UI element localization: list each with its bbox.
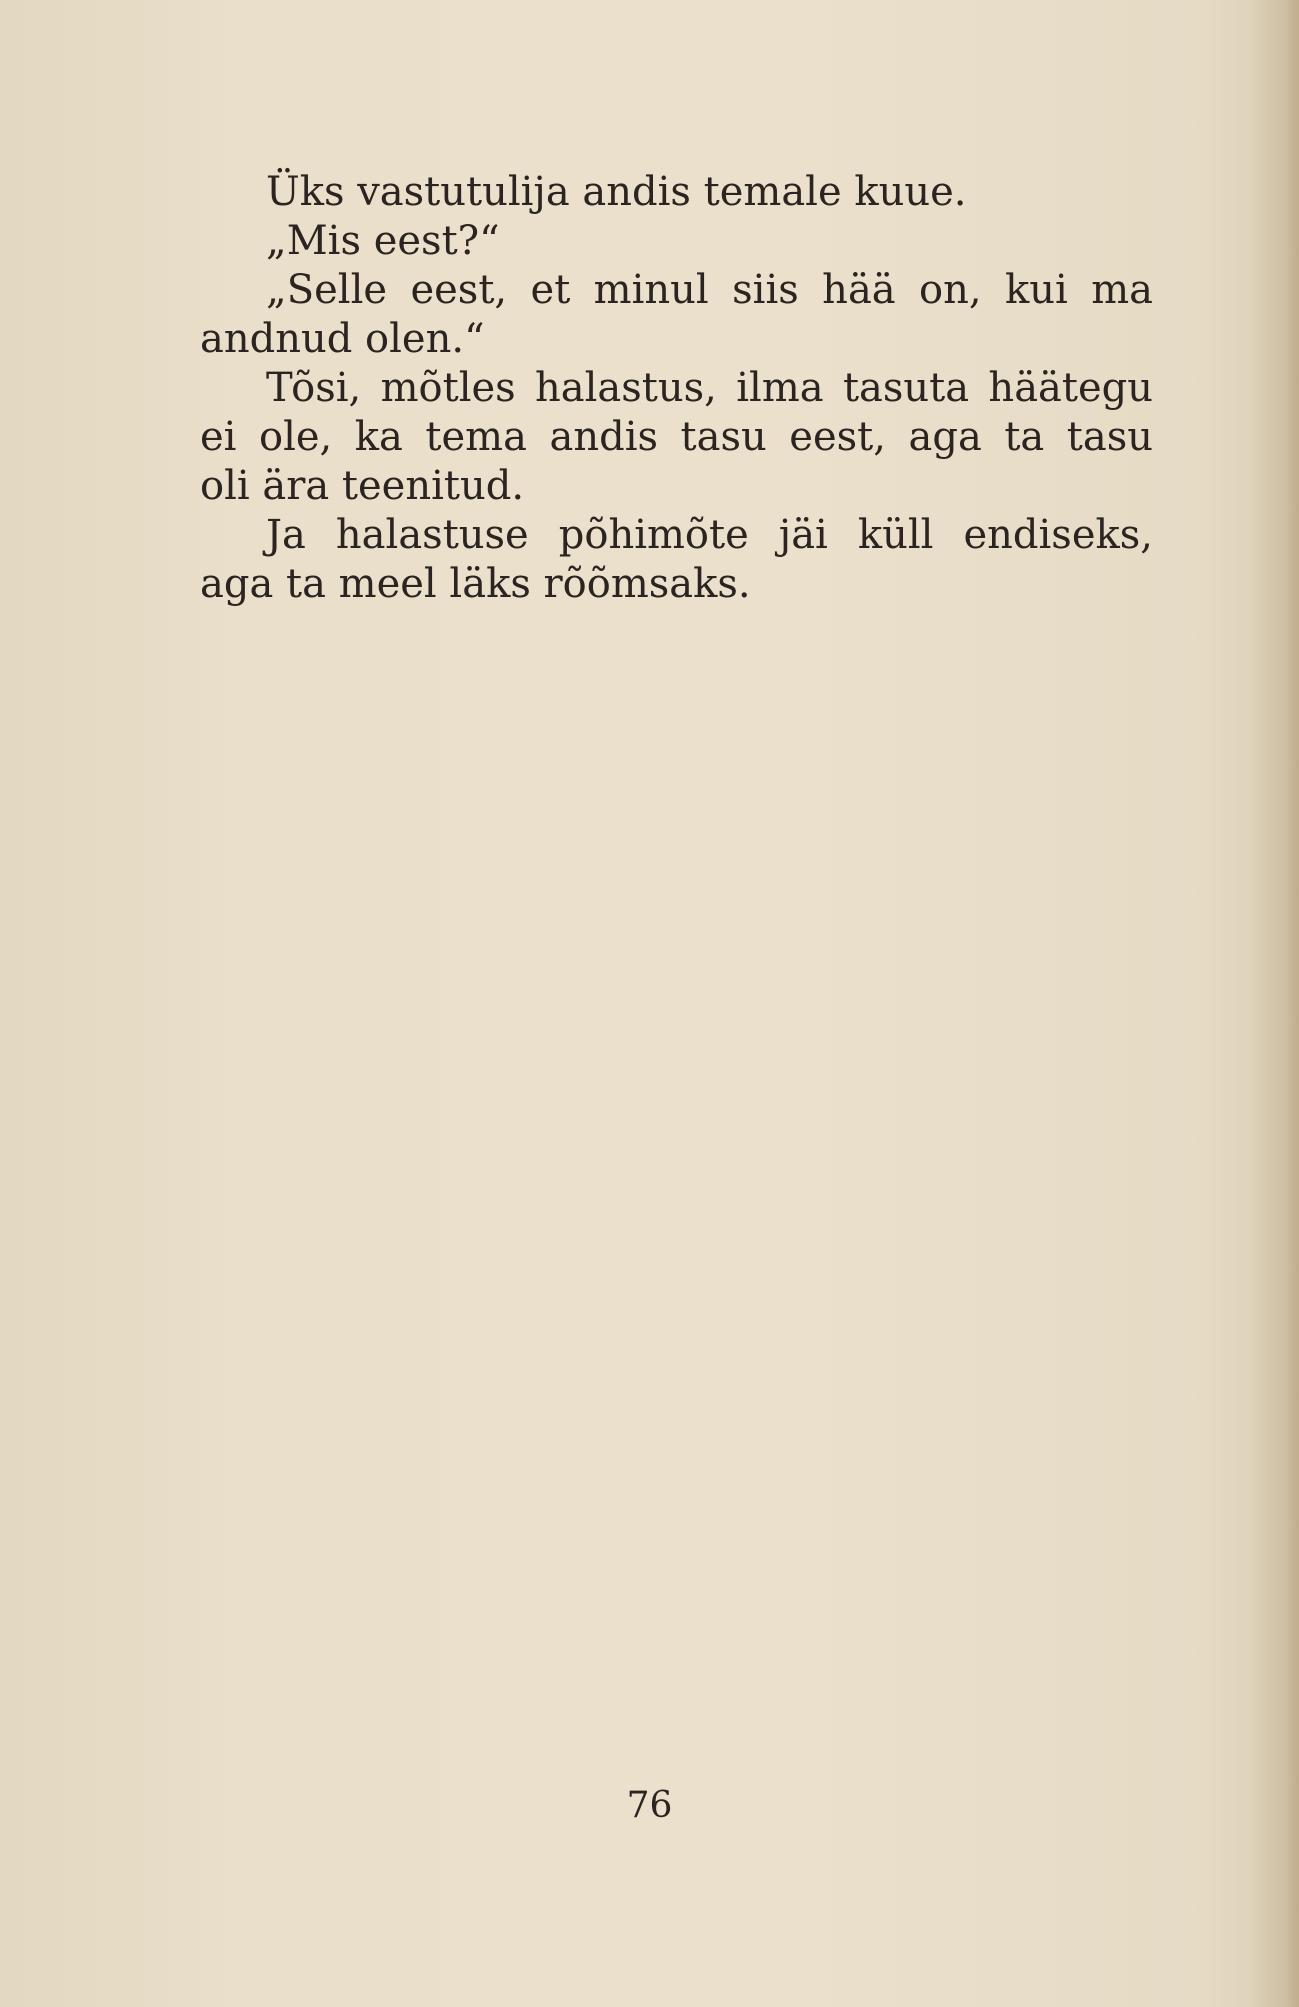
text-line: „Mis eest?“ xyxy=(266,218,500,264)
text-line: ei ole, ka tema andis tasu eest, aga ta tasu xyxy=(200,414,1153,460)
page-number: 76 xyxy=(626,1785,673,1826)
text-line: Ja halastuse põhimõte jäi küll endiseks, xyxy=(266,512,1153,558)
page-text xyxy=(200,168,1153,609)
text-line: aga ta meel läks rõõmsaks. xyxy=(200,561,751,607)
text-line: Tõsi, mõtles halastus, ilma tasuta häätegu xyxy=(266,365,1153,411)
page-edge-shadow xyxy=(1251,0,1299,2007)
text-line: andnud olen.“ xyxy=(200,316,485,362)
text-line: oli ära teenitud. xyxy=(200,463,525,509)
text-line: Üks vastutulija andis temale kuue. xyxy=(266,169,967,215)
text-line: „Selle eest, et minul siis hää on, kui ma xyxy=(266,267,1153,313)
